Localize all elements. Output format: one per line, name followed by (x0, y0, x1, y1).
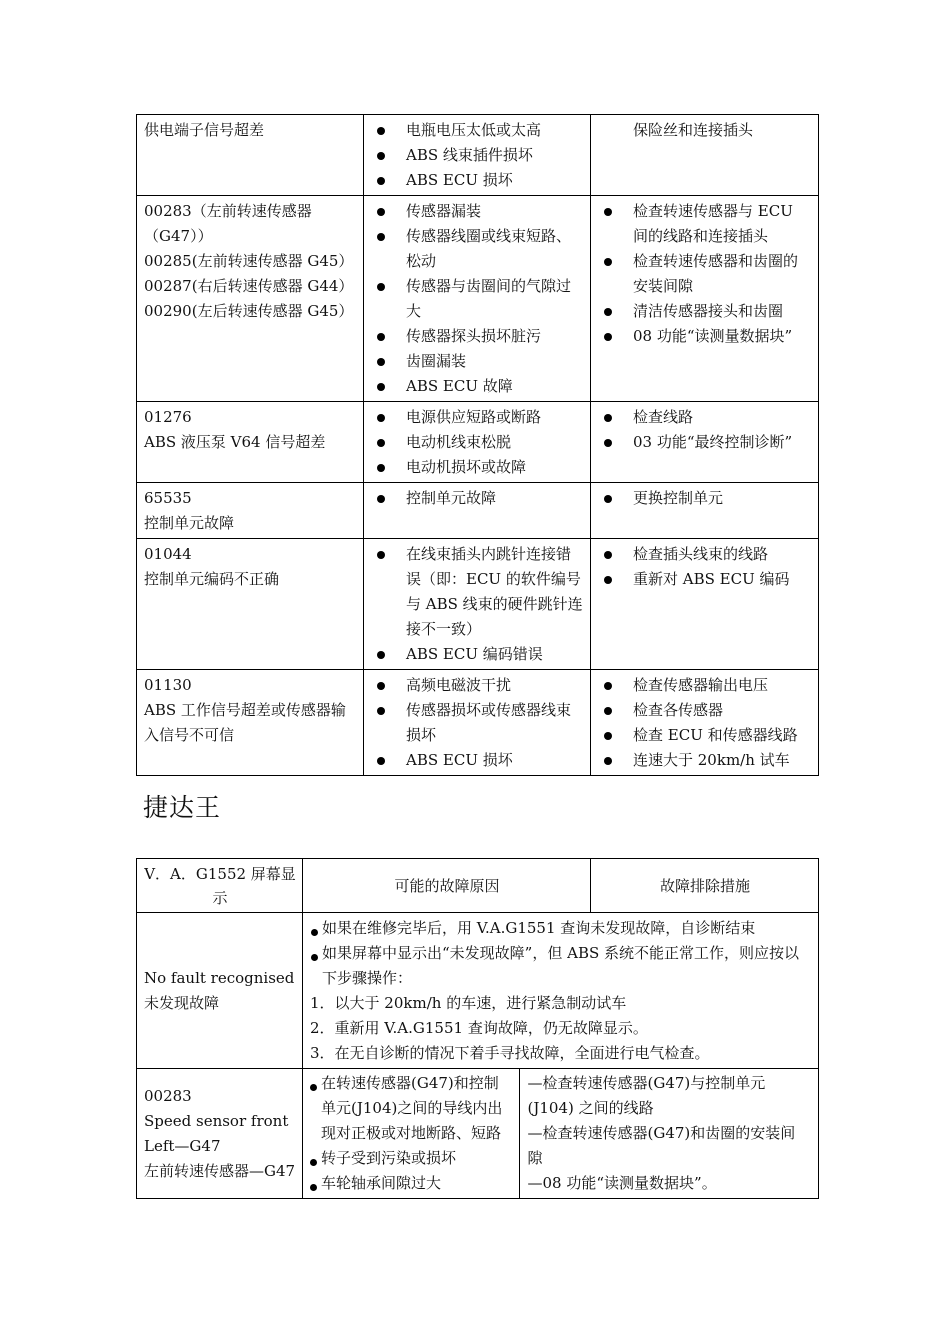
cause-cell (364, 196, 591, 402)
remedy-cell (591, 670, 819, 776)
list-item: 电瓶电压太低或太高 (371, 118, 584, 143)
list-item: 传感器漏装 (371, 199, 584, 224)
list-item: 重新对 ABS ECU 编码 (598, 567, 812, 592)
list-item: 检查各传感器 (598, 698, 812, 723)
list-item: 齿圈漏装 (371, 349, 584, 374)
cause-cell (303, 1069, 519, 1198)
list-item: 检查 ECU 和传感器线路 (598, 723, 812, 748)
remedy-item: —检查转速传感器(G47)和齿圈的安装间隙 (527, 1124, 796, 1167)
list-item: 转子受到污染或损坏 (309, 1146, 513, 1171)
fault-code-cell: 01044 控制单元编码不正确 (137, 539, 364, 670)
header-row (137, 859, 819, 913)
list-item: 车轮轴承间隙过大 (309, 1171, 513, 1196)
cause-cell (364, 483, 591, 539)
remedy-cell (591, 402, 819, 483)
list-item: 检查传感器输出电压 (598, 673, 812, 698)
list-item: 控制单元故障 (371, 486, 584, 511)
list-item: 传感器线圈或线束短路、松动 (371, 224, 584, 274)
step-item: 2．重新用 V.A.G1551 查询故障，仍无故障显示。 (310, 1019, 648, 1037)
list-item: ABS 线束插件损坏 (371, 143, 584, 168)
list-item: ABS ECU 故障 (371, 374, 584, 399)
remedy-cell (519, 1069, 818, 1198)
step-item: 1．以大于 20km/h 的车速，进行紧急制动试车 (310, 994, 627, 1012)
list-item: 传感器损坏或传感器线束损坏 (371, 698, 584, 748)
remedy-cell: 保险丝和连接插头 (591, 115, 819, 196)
jetta-fault-table (136, 858, 819, 1199)
remedy-cell (591, 539, 819, 670)
list-item: 连速大于 20km/h 试车 (598, 748, 812, 773)
list-item: 传感器与齿圈间的气隙过大 (371, 274, 584, 324)
list-item: 检查线路 (598, 405, 812, 430)
list-item: 清洁传感器接头和齿圈 (598, 299, 812, 324)
fault-code-cell: 00283（左前转速传感器 （G47）） 00285(左前转速传感器 G45） 00287(右后转速传感器 G44） 00290(左后转速传感器 G45） (137, 196, 364, 402)
table-row (137, 539, 819, 670)
list-item: 08 功能“读测量数据块” (598, 324, 812, 349)
table-row (137, 670, 819, 776)
table-row (137, 115, 819, 196)
cause-cell (364, 115, 591, 196)
table-row (137, 913, 819, 1069)
fault-code-cell: 65535 控制单元故障 (137, 483, 364, 539)
list-item: 检查转速传感器和齿圈的安装间隙 (598, 249, 812, 299)
list-item: 电动机线束松脱 (371, 430, 584, 455)
merged-cause-cell (303, 913, 819, 1069)
table-row (137, 196, 819, 402)
section-heading: 捷达王 (143, 793, 222, 822)
list-item: ABS ECU 损坏 (371, 168, 584, 193)
header-remedies: 故障排除措施 (591, 859, 819, 913)
list-item: 03 功能“最终控制诊断” (598, 430, 812, 455)
list-item: 如果屏幕中显示出“未发现故障”，但 ABS 系统不能正常工作，则应按以下步骤操作： (310, 941, 812, 991)
list-item: ABS ECU 损坏 (371, 748, 584, 773)
fault-code-cell: 01130 ABS 工作信号超差或传感器输入信号不可信 (137, 670, 364, 776)
list-item: 在转速传感器(G47)和控制单元(J104)之间的导线内出现对正极或对地断路、短路 (309, 1071, 513, 1146)
remedy-item: —检查转速传感器(G47)与控制单元(J104) 之间的线路 (527, 1074, 766, 1117)
abs-fault-table (136, 114, 819, 776)
list-item: 在线束插头内跳针连接错误（即：ECU 的软件编号与 ABS 线束的硬件跳针连接不一致） (371, 542, 584, 642)
remedy-cell (591, 483, 819, 539)
list-item: 电动机损坏或故障 (371, 455, 584, 480)
remedy-cell (591, 196, 819, 402)
list-item: 高频电磁波干扰 (371, 673, 584, 698)
cause-cell (364, 402, 591, 483)
fault-code-cell: 供电端子信号超差 (137, 115, 364, 196)
list-item: 检查转速传感器与 ECU 间的线路和连接插头 (598, 199, 812, 249)
list-item: 更换控制单元 (598, 486, 812, 511)
cause-cell (364, 539, 591, 670)
header-causes: 可能的故障原因 (303, 859, 591, 913)
cause-cell (364, 670, 591, 776)
table-row (137, 402, 819, 483)
split-cell (303, 1069, 819, 1199)
step-item: 3．在无自诊断的情况下着手寻找故障，全面进行电气检查。 (310, 1044, 710, 1062)
remedy-item: —08 功能“读测量数据块”。 (527, 1174, 717, 1192)
table-row (137, 1069, 819, 1199)
display-cell: No fault recognised 未发现故障 (137, 913, 303, 1069)
display-cell: 00283 Speed sensor front Left—G47 左前转速传感器—G47 (137, 1069, 303, 1199)
list-item: 如果在维修完毕后，用 V.A.G1551 查询未发现故障，自诊断结束 (310, 916, 812, 941)
list-item: 检查插头线束的线路 (598, 542, 812, 567)
fault-code-cell: 01276 ABS 液压泵 V64 信号超差 (137, 402, 364, 483)
list-item: 电源供应短路或断路 (371, 405, 584, 430)
list-item: 传感器探头损坏脏污 (371, 324, 584, 349)
table-row (137, 483, 819, 539)
list-item: ABS ECU 编码错误 (371, 642, 584, 667)
header-display: V．A．G1552 屏幕显示 (137, 859, 303, 913)
